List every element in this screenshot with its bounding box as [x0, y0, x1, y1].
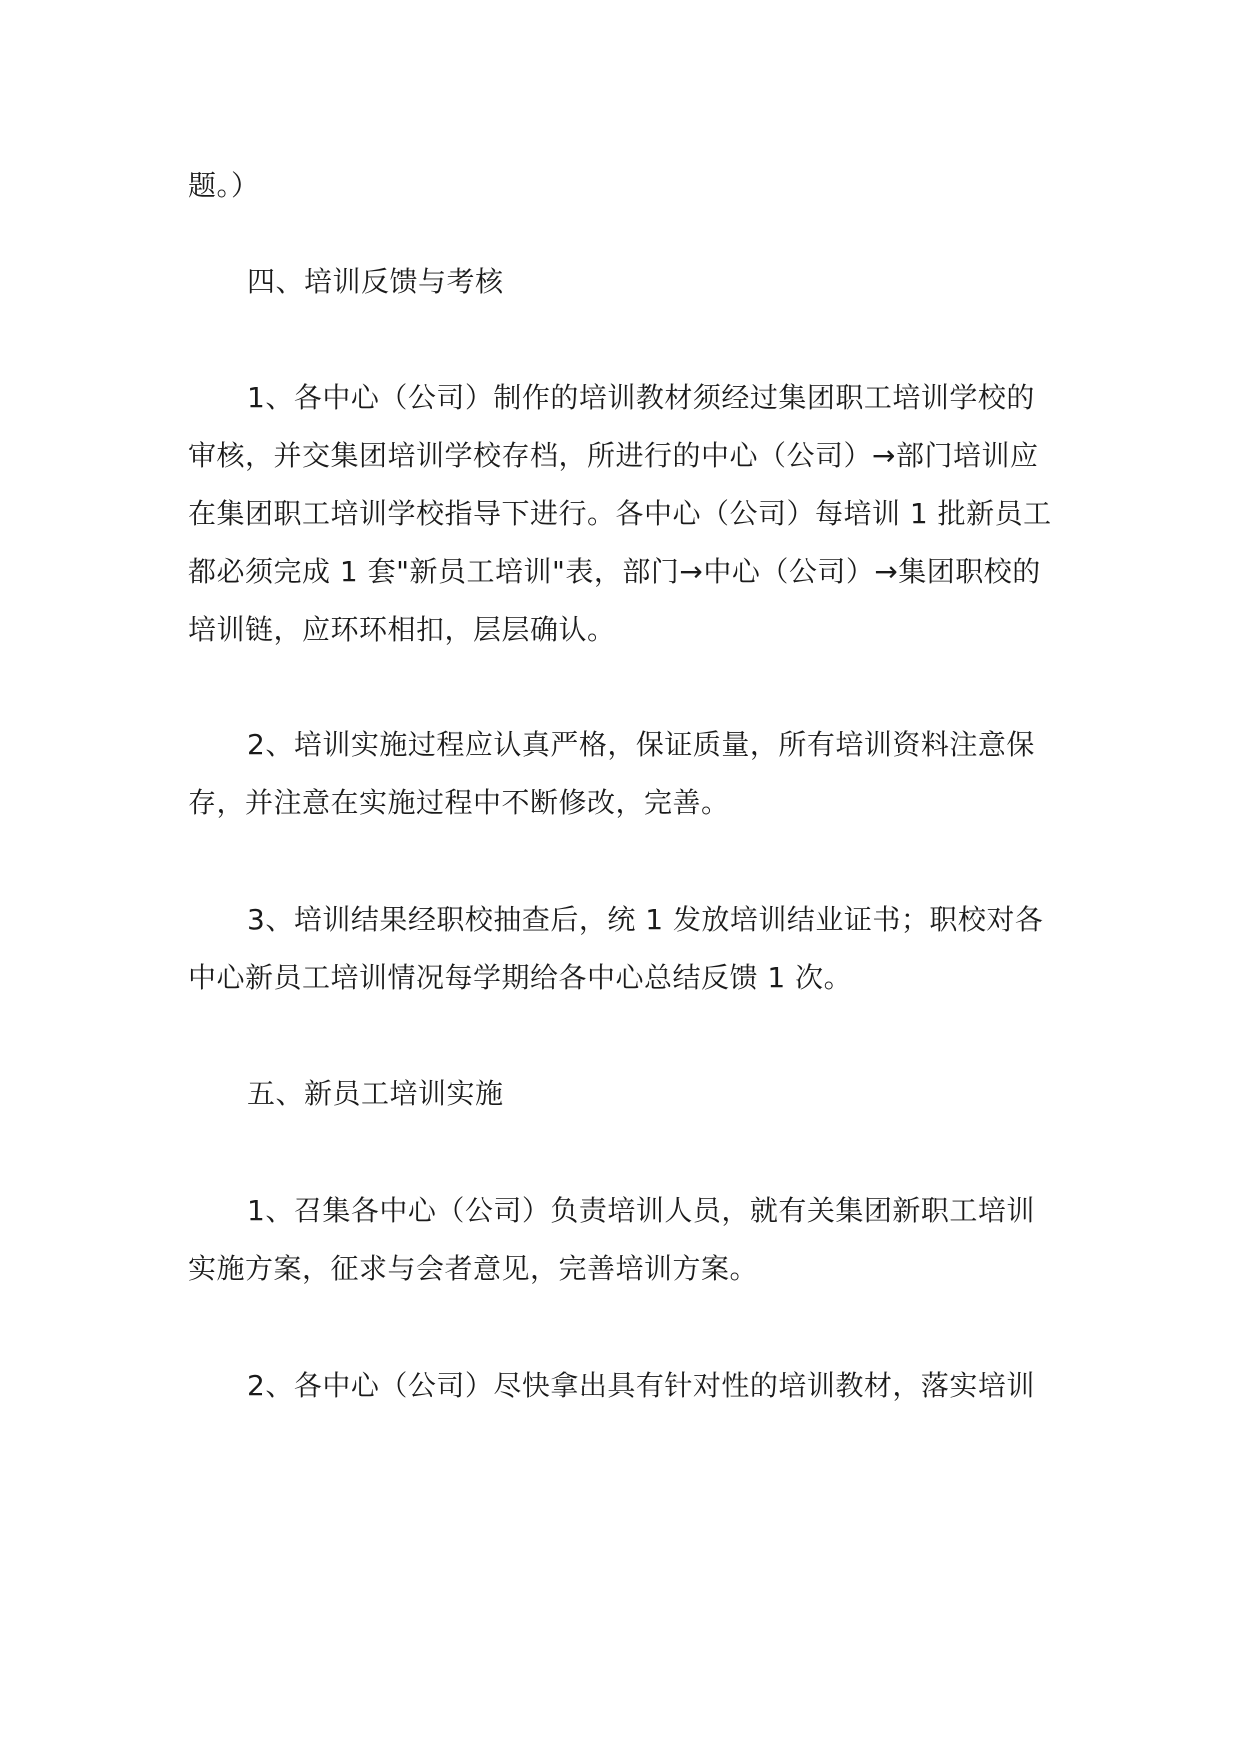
paragraph-4-1-line-5: 培训链，应环环相扣，层层确认。	[188, 613, 616, 646]
text-line-continuation: 题。）	[188, 169, 260, 202]
paragraph-4-1-line-3: 在集团职工培训学校指导下进行。各中心（公司）每培训 1 批新员工	[188, 497, 1052, 530]
section-heading-four: 四、培训反馈与考核	[247, 265, 504, 298]
paragraph-4-2-line-1: 2、培训实施过程应认真严格，保证质量，所有培训资料注意保	[247, 728, 1035, 761]
paragraph-5-1-line-1: 1、召集各中心（公司）负责培训人员，就有关集团新职工培训	[247, 1194, 1035, 1227]
paragraph-4-1-line-2: 审核，并交集团培训学校存档，所进行的中心（公司）→部门培训应	[188, 439, 1039, 472]
section-heading-five: 五、新员工培训实施	[247, 1077, 504, 1110]
paragraph-4-1-line-1: 1、各中心（公司）制作的培训教材须经过集团职工培训学校的	[247, 381, 1035, 414]
paragraph-5-1-line-2: 实施方案，征求与会者意见，完善培训方案。	[188, 1252, 759, 1285]
paragraph-4-3-line-2: 中心新员工培训情况每学期给各中心总结反馈 1 次。	[188, 961, 853, 994]
paragraph-5-2-line-1: 2、各中心（公司）尽快拿出具有针对性的培训教材，落实培训	[247, 1369, 1035, 1402]
paragraph-4-2-line-2: 存，并注意在实施过程中不断修改，完善。	[188, 786, 730, 819]
paragraph-4-1-line-4: 都必须完成 1 套"新员工培训"表，部门→中心（公司）→集团职校的	[188, 555, 1041, 588]
paragraph-4-3-line-1: 3、培训结果经职校抽查后，统 1 发放培训结业证书；职校对各	[247, 903, 1044, 936]
